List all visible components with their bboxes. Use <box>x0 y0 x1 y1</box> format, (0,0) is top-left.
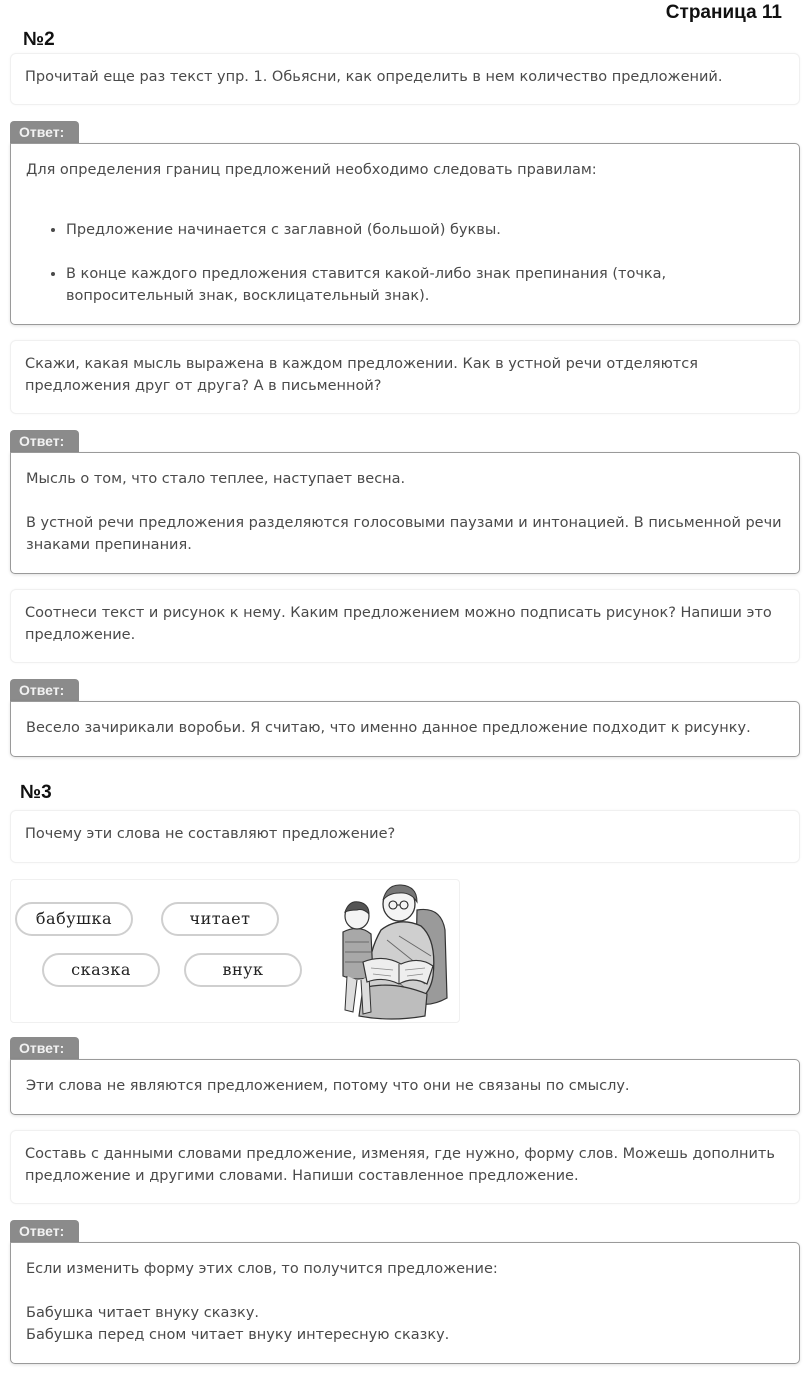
answer-text: В устной речи предложения разделяются голосовыми паузами и интонацией. В письменной речи знаками препинания. <box>26 515 782 553</box>
answer-text: Бабушка читает внуку сказку. <box>26 1305 260 1321</box>
grandmother-reading-illustration <box>329 880 459 1022</box>
answer-text: Весело зачирикали воробьи. Я считаю, что именно данное предложение подходит к рисунку. <box>26 720 751 736</box>
question-text: Прочитай еще раз текст упр. 1. Обьясни, как определить в нем количество предложений. <box>25 69 723 85</box>
list-item: • Предложение начинается с заглавной (большой) буквы. <box>66 219 784 241</box>
answer-text: Эти слова не являются предложением, потому что они не связаны по смыслу. <box>26 1078 630 1094</box>
page-number: Страница 11 <box>665 2 782 23</box>
word-card: сказка <box>42 953 160 987</box>
answer-text: Бабушка перед сном читает внуку интересную сказку. <box>26 1327 450 1343</box>
answer-box <box>10 701 800 757</box>
words-illustration <box>10 879 460 1023</box>
answer-text: Если изменить форму этих слов, то получится предложение: <box>26 1261 498 1277</box>
question-box <box>10 810 800 863</box>
question-text: Почему эти слова не составляют предложение? <box>25 826 396 842</box>
section-title-2: №2 <box>23 29 55 50</box>
answer-box <box>10 1059 800 1115</box>
question-box <box>10 340 800 414</box>
answer-text: Для определения границ предложений необходимо следовать правилам: <box>26 162 597 178</box>
answer-text: Мысль о том, что стало теплее, наступает весна. <box>26 471 406 487</box>
answer-box <box>10 143 800 325</box>
word-card: читает <box>161 902 279 936</box>
question-box <box>10 589 800 663</box>
word-card: внук <box>184 953 302 987</box>
answer-tag: Ответ: <box>10 679 79 701</box>
word-card: бабушка <box>15 902 133 936</box>
question-box <box>10 1130 800 1204</box>
question-text: Скажи, какая мысль выражена в каждом предложении. Как в устной речи отделяются предложения друг от друга? А в письменной? <box>25 356 698 394</box>
question-text: Составь с данными словами предложение, изменяя, где нужно, форму слов. Можешь дополнить предложение и другими словами. Напиши составленное предложение. <box>25 1146 775 1184</box>
answer-tag: Ответ: <box>10 1220 79 1242</box>
question-box <box>10 53 800 105</box>
section-title-3: №3 <box>20 782 52 803</box>
answer-tag: Ответ: <box>10 1037 79 1059</box>
rules-list <box>26 219 784 307</box>
question-text: Соотнеси текст и рисунок к нему. Каким предложением можно подписать рисунок? Напиши это предложение. <box>25 605 772 643</box>
list-item: • В конце каждого предложения ставится какой-либо знак препинания (точка, вопросительный знак, восклицательный знак). <box>66 263 784 307</box>
answer-tag: Ответ: <box>10 121 79 143</box>
answer-box <box>10 452 800 574</box>
answer-box <box>10 1242 800 1364</box>
answer-tag: Ответ: <box>10 430 79 452</box>
